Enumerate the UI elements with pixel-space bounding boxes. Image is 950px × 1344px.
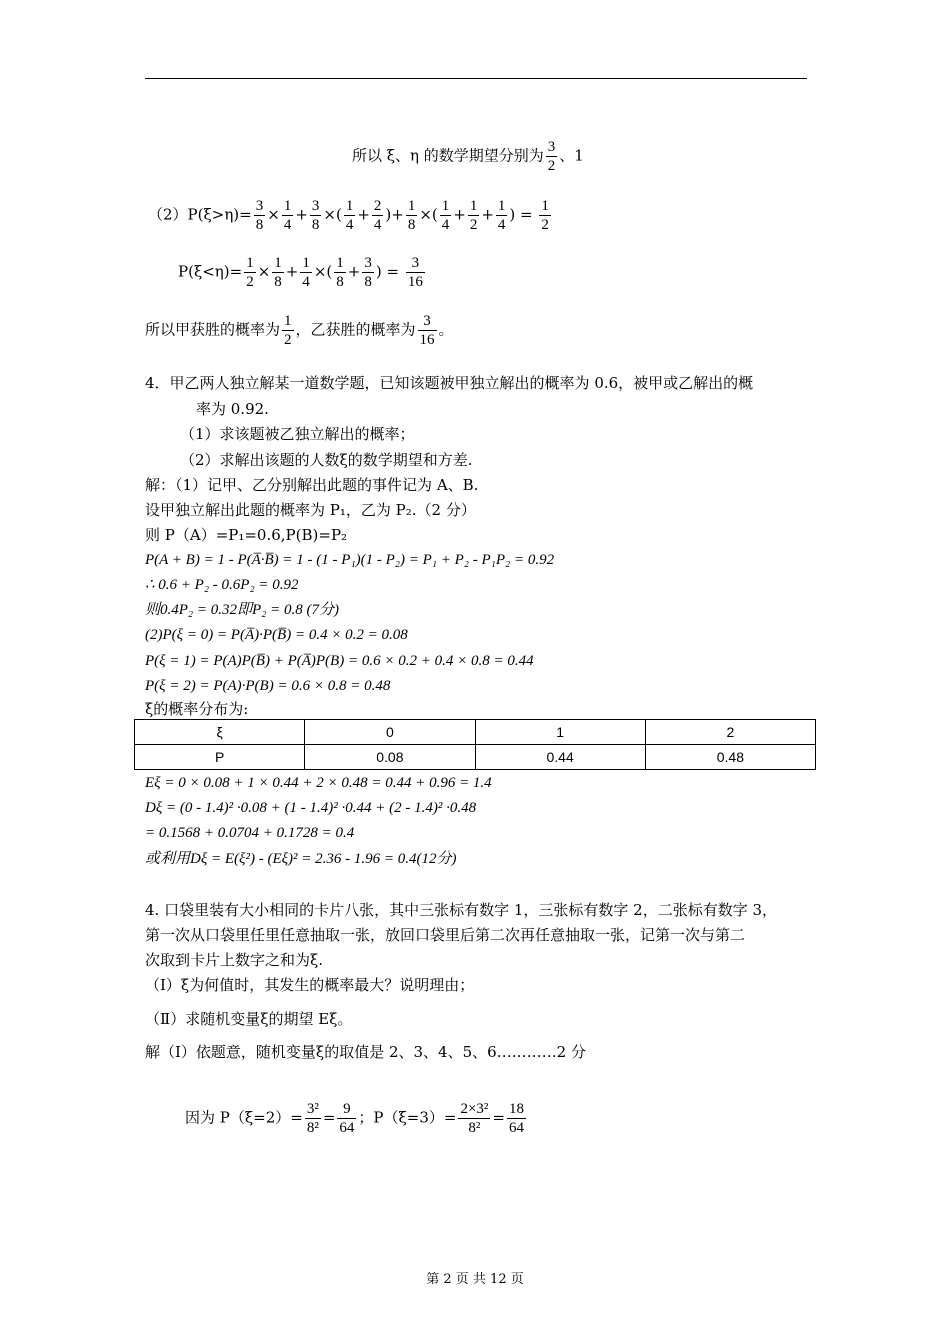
fraction: $\frac{3}{16}$ [407,255,423,290]
fraction: $\frac{\text{2×3²}}{\text{8²}}$ [460,1101,489,1136]
q5-line4: （Ⅰ）ξ为何值时，其发生的概率最大？说明理由； [145,976,475,994]
prob-less-label: P(ξ<η)= [178,262,243,281]
q5-line5: （Ⅱ）求随机变量ξ的期望 Eξ。 [145,1010,353,1028]
q5-prob-line [185,1100,528,1137]
fraction: $\frac{18}{64}$ [508,1101,524,1136]
win-prob-text-c: 。 [438,320,454,339]
fraction: $\frac{1}{4}$ [497,198,506,233]
fraction: $\frac{1}{4}$ [345,198,354,233]
fraction: $\frac{3}{16}$ [419,313,435,348]
expectation-suffix: 、1 [559,146,584,165]
fraction: $\frac{1}{4}$ [283,198,292,233]
table-cell: P [135,745,305,770]
fraction: $\frac{1}{8}$ [407,198,416,233]
q5-line2: 第一次从口袋里任里任意抽取一张，放回口袋里后第二次再任意抽取一张，记第一次与第二 [145,926,746,944]
q4-line1: 4．甲乙两人独立解某一道数学题，已知该题被甲独立解出的概率为 0.6，被甲或乙解出的概 [145,374,754,392]
page-footer: 第 2 页 共 12 页 [426,1272,524,1287]
q4-eq1: P(A + B) = 1 - P(A̅·B̅) = 1 - (1 - P₁)(1 - P₂) = P₁ + P₂ - P₁P₂ = 0.92 [145,552,555,568]
fraction: $\frac{1}{2}$ [469,198,478,233]
fraction: $\frac{1}{4}$ [441,198,450,233]
distribution-table [134,719,816,770]
fraction: $\frac{1}{8}$ [274,255,282,290]
q4-eq7: Eξ = 0 × 0.08 + 1 × 0.44 + 2 × 0.48 = 0.44 + 0.96 = 1.4 [145,775,492,791]
win-prob-text-a: 所以甲获胜的概率为 [145,320,281,339]
table-cell: 2 [645,720,815,745]
prob-text-b: ；P（ξ=3）= [358,1108,457,1127]
equals-sign: = [322,1108,336,1127]
prob-greater-label: （2）P(ξ>η)= [148,205,252,224]
q4-dist-title: ξ的概率分布为: [145,700,249,718]
table-cell: 0.44 [475,745,645,770]
table-cell: 0.08 [305,745,475,770]
fraction: $\frac{\text{3²}}{\text{8²}}$ [306,1101,319,1136]
fraction: $\frac{1}{4}$ [302,255,310,290]
expectation-text: 所以 ξ、η 的数学期望分别为 [352,146,544,165]
prob-text-a: 因为 P（ξ=2）= [185,1108,303,1127]
q4-eq9: = 0.1568 + 0.0704 + 0.1728 = 0.4 [145,825,355,841]
table-cell: 1 [475,720,645,745]
table-row [135,720,816,745]
expectation-line [352,138,584,175]
fraction: $\frac{1}{2}$ [246,255,254,290]
q5-line1: 4. 口袋里装有大小相同的卡片八张，其中三张标有数字 1，三张标有数字 2，二张标有数字 3， [145,901,778,919]
q4-line3: （1）求该题被乙独立解出的概率； [180,425,415,443]
q4-sol3: 则 P（A）=P₁=0.6,P(B)=P₂ [145,526,348,544]
win-prob-line [145,312,454,349]
q5-line3: 次取到卡片上数字之和为ξ. [145,951,324,969]
header-rule [145,78,807,79]
fraction: $\frac{1}{8}$ [336,255,344,290]
prob-less-line: P(ξ<η)= $\frac{1}{2}$ × $\frac{1}{8}$ + $\frac{1}{4}$ ×( $\frac{1}{8}$ + $\frac{3}{8}$ ) = $\frac{3}{16}$ [178,255,423,290]
fraction: $\frac{1}{2}$ [541,198,549,233]
q4-eq6: P(ξ = 2) = P(A)·P(B) = 0.6 × 0.8 = 0.48 [145,678,391,694]
q5-line6: 解（I）依题意，随机变量ξ的取值是 2、3、4、5、6…………2 分 [145,1043,586,1061]
q4-eq4: (2)P(ξ = 0) = P(A̅)·P(B̅) = 0.4 × 0.2 = 0.08 [145,627,408,643]
win-prob-text-b: ，乙获胜的概率为 [295,320,416,339]
fraction: $\frac{3}{8}$ [364,255,372,290]
fraction: $\frac{3}{8}$ [311,198,320,233]
table-cell: ξ [135,720,305,745]
table-cell: 0 [305,720,475,745]
q4-line2: 率为 0.92. [196,400,269,418]
fraction: $\frac{2}{4}$ [373,198,382,233]
q4-eq3: 则0.4P₂ = 0.32即P₂ = 0.8 (7分) [145,602,339,618]
equals-sign: = [492,1108,505,1127]
q4-line4: （2）求解出该题的人数ξ的数学期望和方差. [180,451,473,469]
fraction: $\frac{1}{2}$ [284,313,292,348]
q4-eq5: P(ξ = 1) = P(A)P(B̅) + P(A̅)P(B) = 0.6 × 0.2 + 0.4 × 0.8 = 0.44 [145,653,534,669]
fraction: $\frac{3}{8}$ [255,198,264,233]
fraction: $\frac{9}{64}$ [339,1101,355,1136]
table-row [135,745,816,770]
fraction: $\frac{3}{2}$ [547,139,556,174]
q4-sol2: 设甲独立解出此题的概率为 P₁，乙为 P₂.（2 分） [145,501,476,519]
q4-eq2: ∴ 0.6 + P₂ - 0.6P₂ = 0.92 [145,577,299,593]
prob-greater-line: （2）P(ξ>η)= $\frac{3}{8}$ × $\frac{1}{4}$ + $\frac{3}{8}$ ×( $\frac{1}{4}$ + $\frac{2}{4}$ )+ $\frac{1}{8}$ ×( $\frac{1}{4}$ + $\frac{1}{2}$ + $\frac{1}{4}$ ) = $\frac{1}{2}$ [148,198,549,233]
q4-eq8: Dξ = (0 - 1.4)² ·0.08 + (1 - 1.4)² ·0.44 + (2 - 1.4)² ·0.48 [145,800,477,816]
q4-sol1: 解：（1）记甲、乙分别解出此题的事件记为 A、B. [145,476,479,494]
q4-eq10: 或利用Dξ = E(ξ²) - (Eξ)² = 2.36 - 1.96 = 0.4(12分) [145,851,457,867]
table-cell: 0.48 [645,745,815,770]
